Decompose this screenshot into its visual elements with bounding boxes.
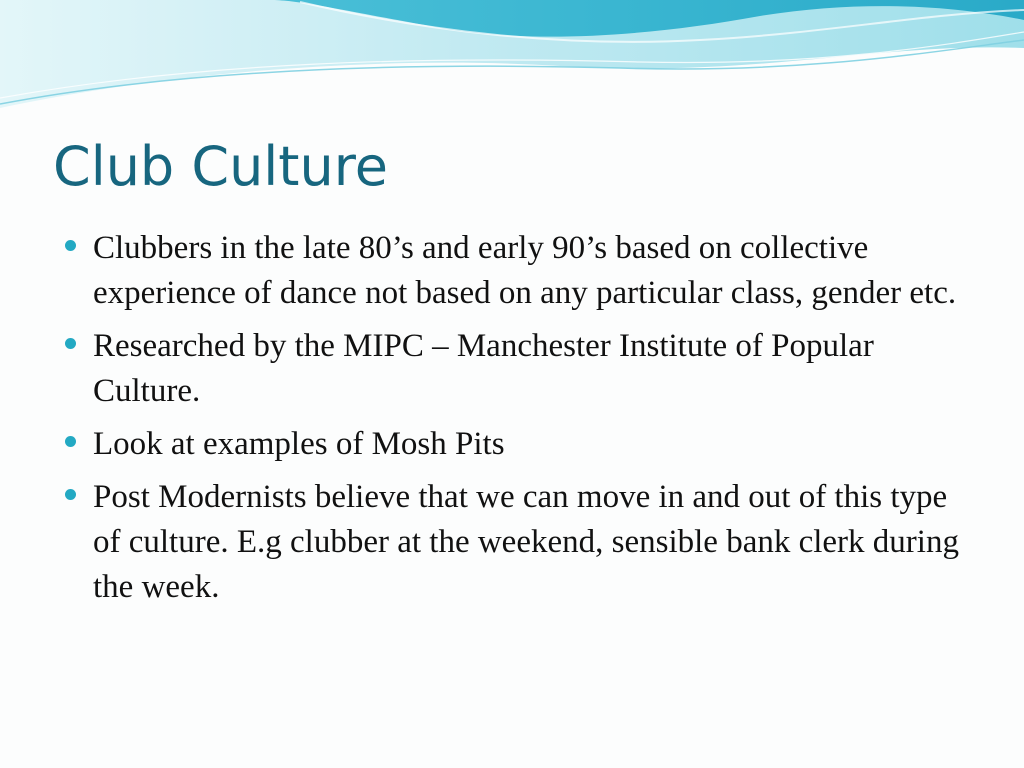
slide-title: Club Culture	[53, 135, 388, 198]
bullet-text: Clubbers in the late 80’s and early 90’s based on collective experience of dance not based on any particular class, gender etc.	[93, 230, 957, 311]
bullet-item	[60, 475, 960, 610]
bullet-item	[60, 324, 960, 414]
bullet-text: Researched by the MIPC – Manchester Institute of Popular Culture.	[93, 328, 874, 409]
bullet-dot-icon	[65, 436, 76, 447]
header-wave-decoration	[0, 0, 1024, 130]
bullet-dot-icon	[65, 338, 76, 349]
bullet-item	[60, 226, 960, 316]
bullet-dot-icon	[65, 489, 76, 500]
bullet-item	[60, 422, 960, 467]
bullet-dot-icon	[65, 240, 76, 251]
bullet-text: Post Modernists believe that we can move in and out of this type of culture. E.g clubber at the weekend, sensible bank clerk during the week.	[93, 479, 959, 605]
bullet-text: Look at examples of Mosh Pits	[93, 426, 505, 462]
bullet-list	[60, 226, 960, 618]
